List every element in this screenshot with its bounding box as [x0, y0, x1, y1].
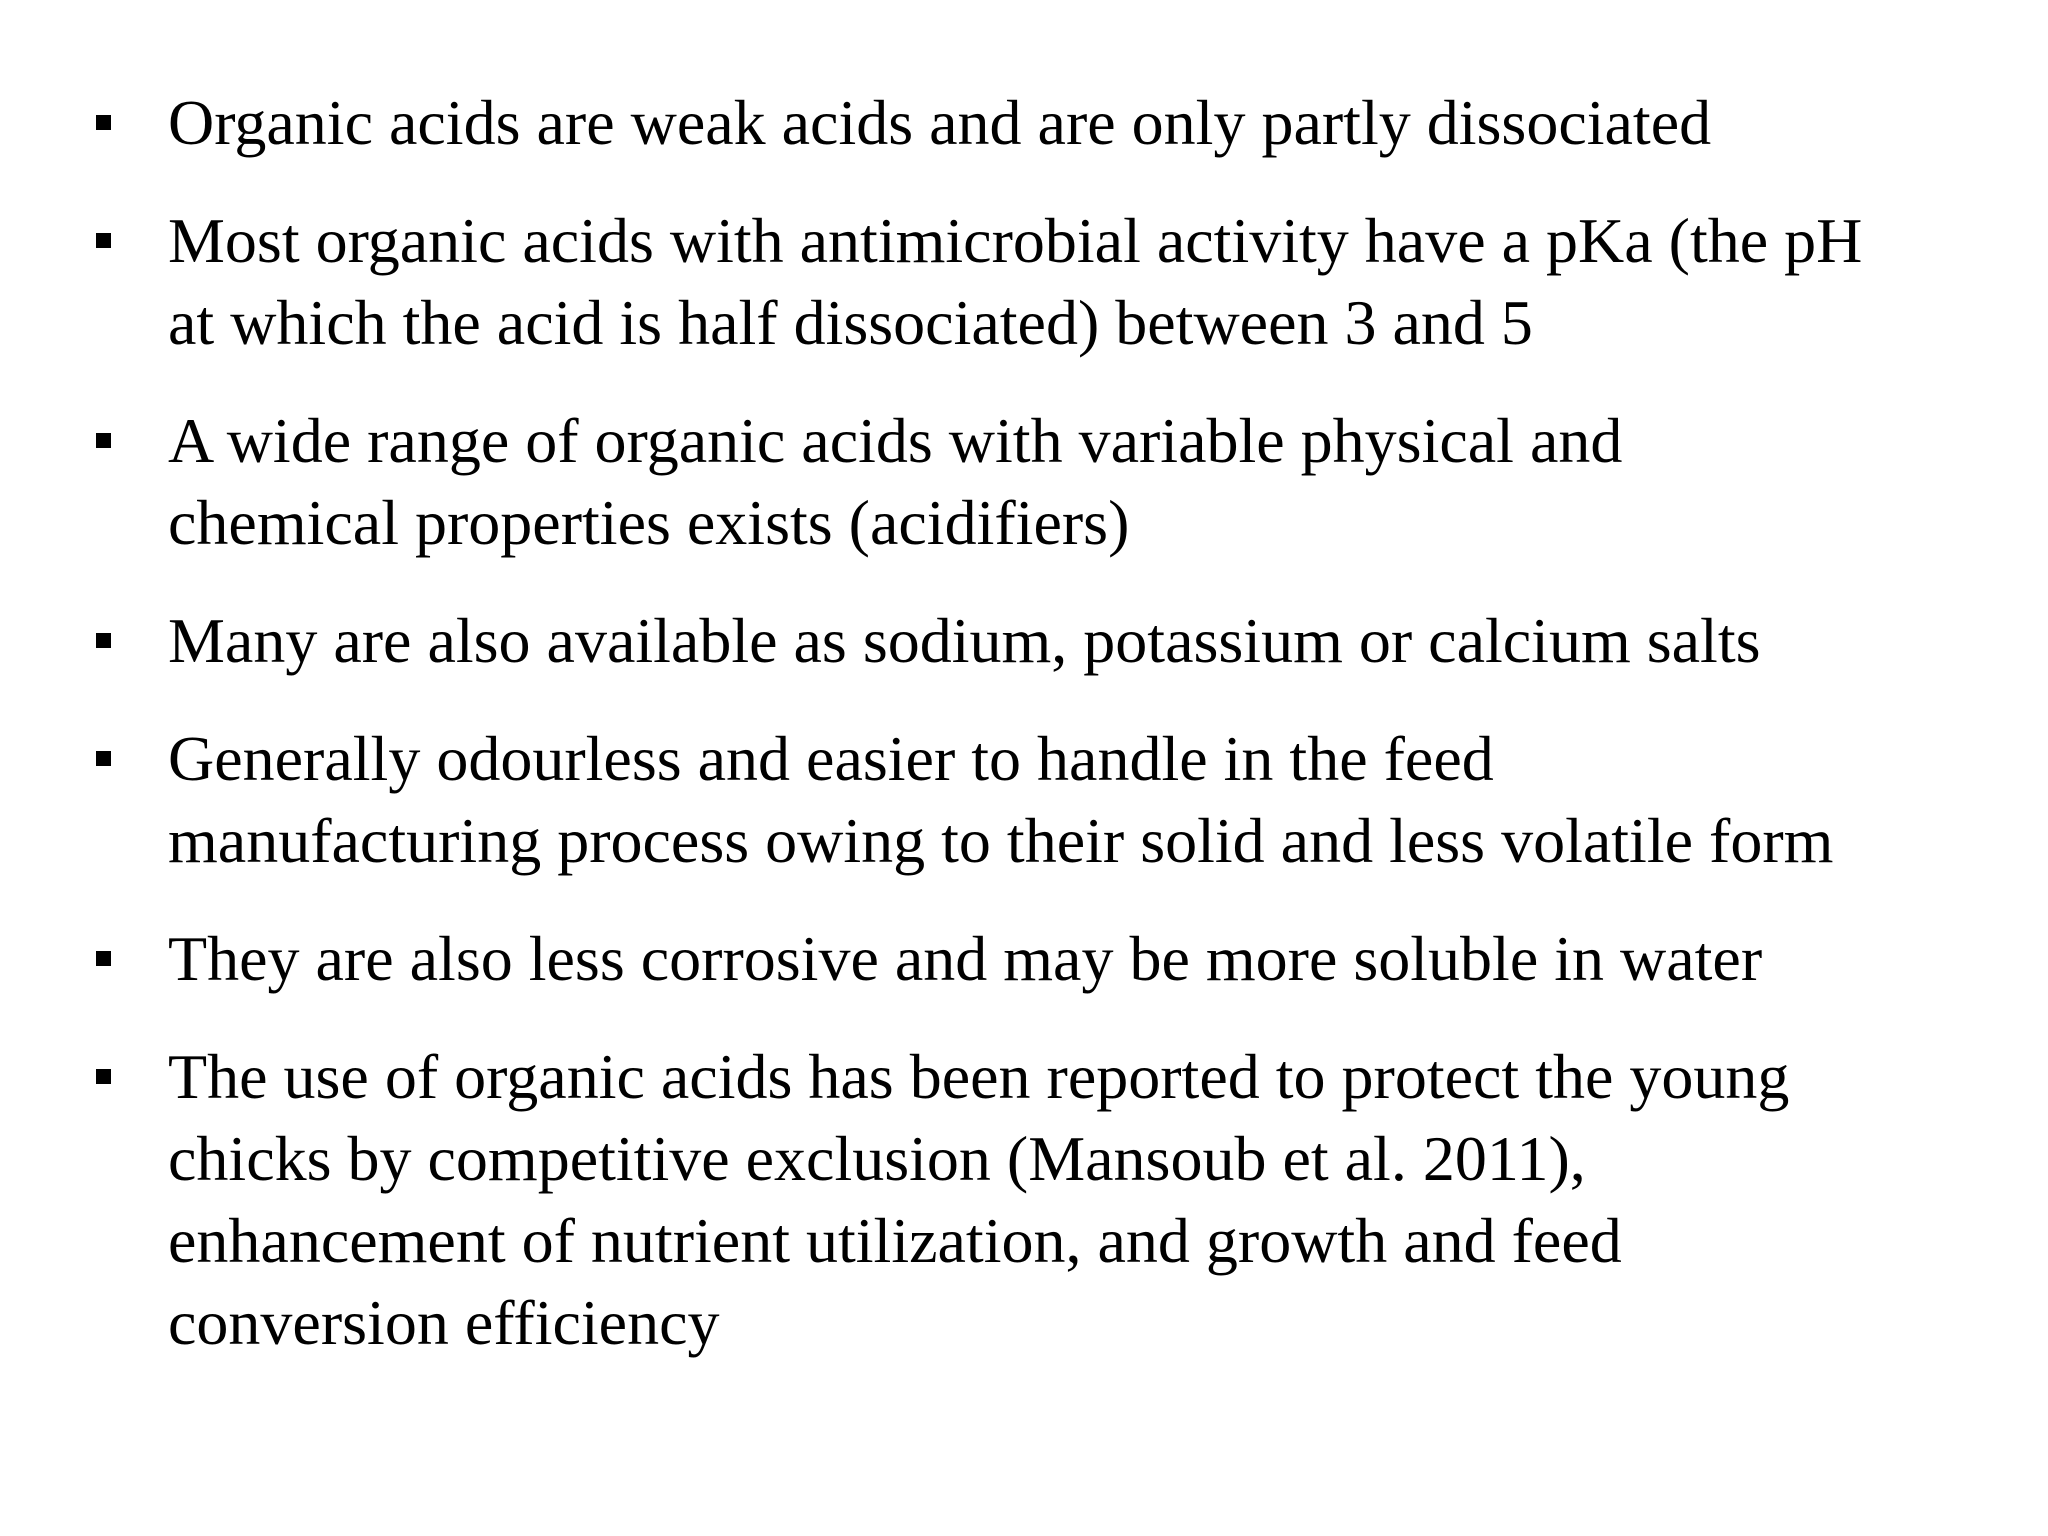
- bullet-text: manufacturing process owing to their solid and less volatile form: [168, 805, 1834, 876]
- bullet-text: Organic acids are weak acids and are only partly dissociated: [168, 87, 1712, 158]
- square-bullet-icon: [96, 633, 111, 648]
- square-bullet-icon: [96, 1069, 111, 1084]
- bullet-text: chicks by competitive exclusion (Mansoub et al. 2011),: [168, 1123, 1586, 1194]
- bullet-item-odourless: [92, 718, 1992, 882]
- bullet-text: They are also less corrosive and may be more soluble in water: [168, 923, 1763, 994]
- bullet-list: [92, 82, 1992, 1400]
- square-bullet-icon: [96, 233, 111, 248]
- bullet-text: enhancement of nutrient utilization, and growth and feed: [168, 1205, 1622, 1276]
- bullet-item-less-corrosive: [92, 918, 1992, 1000]
- bullet-text: at which the acid is half dissociated) between 3 and 5: [168, 287, 1533, 358]
- bullet-text: conversion efficiency: [168, 1287, 720, 1358]
- bullet-text: Generally odourless and easier to handle in the feed: [168, 723, 1494, 794]
- bullet-text: chemical properties exists (acidifiers): [168, 487, 1130, 558]
- bullet-item-pka: [92, 200, 1992, 364]
- bullet-item-weak-acids: [92, 82, 1992, 164]
- bullet-text: The use of organic acids has been reported to protect the young: [168, 1041, 1790, 1112]
- bullet-text: Most organic acids with antimicrobial activity have a pKa (the pH: [168, 205, 1863, 276]
- square-bullet-icon: [96, 115, 111, 130]
- bullet-text: Many are also available as sodium, potassium or calcium salts: [168, 605, 1761, 676]
- bullet-item-salts: [92, 600, 1992, 682]
- square-bullet-icon: [96, 951, 111, 966]
- square-bullet-icon: [96, 433, 111, 448]
- bullet-item-benefits: [92, 1036, 1992, 1364]
- bullet-item-acidifiers: [92, 400, 1992, 564]
- square-bullet-icon: [96, 751, 111, 766]
- bullet-text: A wide range of organic acids with variable physical and: [168, 405, 1623, 476]
